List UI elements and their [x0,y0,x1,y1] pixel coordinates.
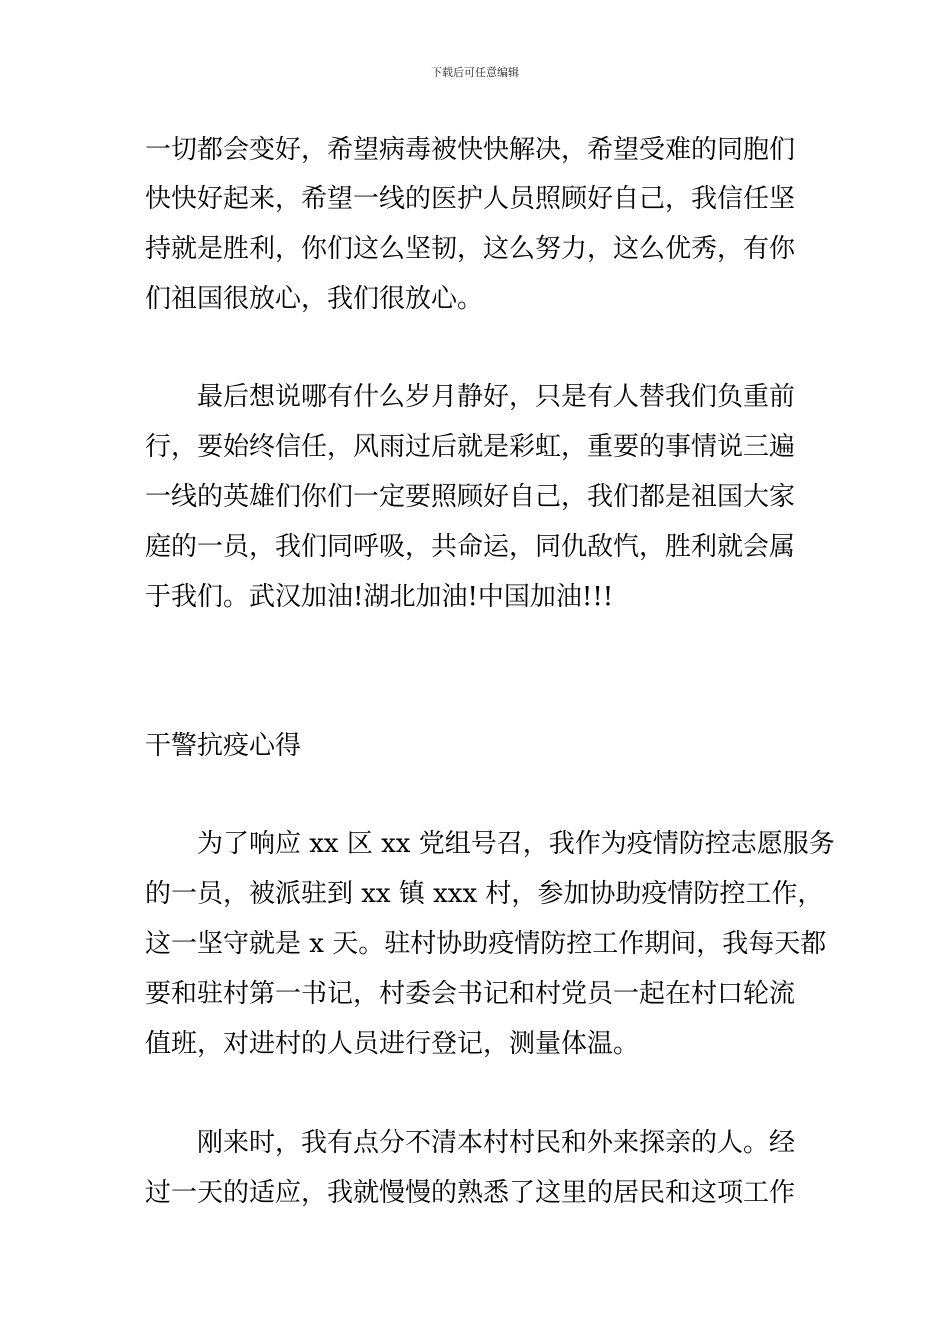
text-line: 为了响应 xx 区 xx 党组号召，我作为疫情防控志愿服务 [145,829,835,859]
text-line: 行，要始终信任，风雨过后就是彩虹，重要的事情说三遍 [145,432,796,462]
text-line: 这一坚守就是 x 天。驻村协助疫情防控工作期间，我每天都 [145,929,827,959]
text-line: 最后想说哪有什么岁月静好，只是有人替我们负重前 [145,382,796,412]
text-line: 快快好起来，希望一线的医护人员照顾好自己，我信任坚 [145,184,796,214]
page-header: 下载后可任意编辑 [431,66,519,79]
text-line: 刚来时，我有点分不清本村村民和外来探亲的人。经 [145,1128,796,1158]
text-line: 过一天的适应，我就慢慢的熟悉了这里的居民和这项工作 [145,1178,796,1208]
text-line: 要和驻村第一书记，村委会书记和村党员一起在村口轮流 [145,979,796,1009]
text-line: 一线的英雄们你们一定要照顾好自己，我们都是祖国大家 [145,482,796,512]
text-line: 持就是胜利，你们这么坚韧，这么努力，这么优秀，有你 [145,234,796,264]
text-line: 一切都会变好，希望病毒被快快解决，希望受难的同胞们 [145,135,796,165]
text-line: 值班，对进村的人员进行登记，测量体温。 [145,1029,640,1059]
text-line: 的一员，被派驻到 xx 镇 xxx 村，参加协助疫情防控工作， [145,879,824,909]
text-line: 们祖国很放心，我们很放心。 [145,284,484,314]
text-line: 庭的一员，我们同呼吸，共命运，同仇敌忾，胜利就会属 [145,532,796,562]
text-line: 于我们。武汉加油!湖北加油!中国加油!!! [145,582,614,612]
section-heading: 干警抗疫心得 [145,731,302,761]
